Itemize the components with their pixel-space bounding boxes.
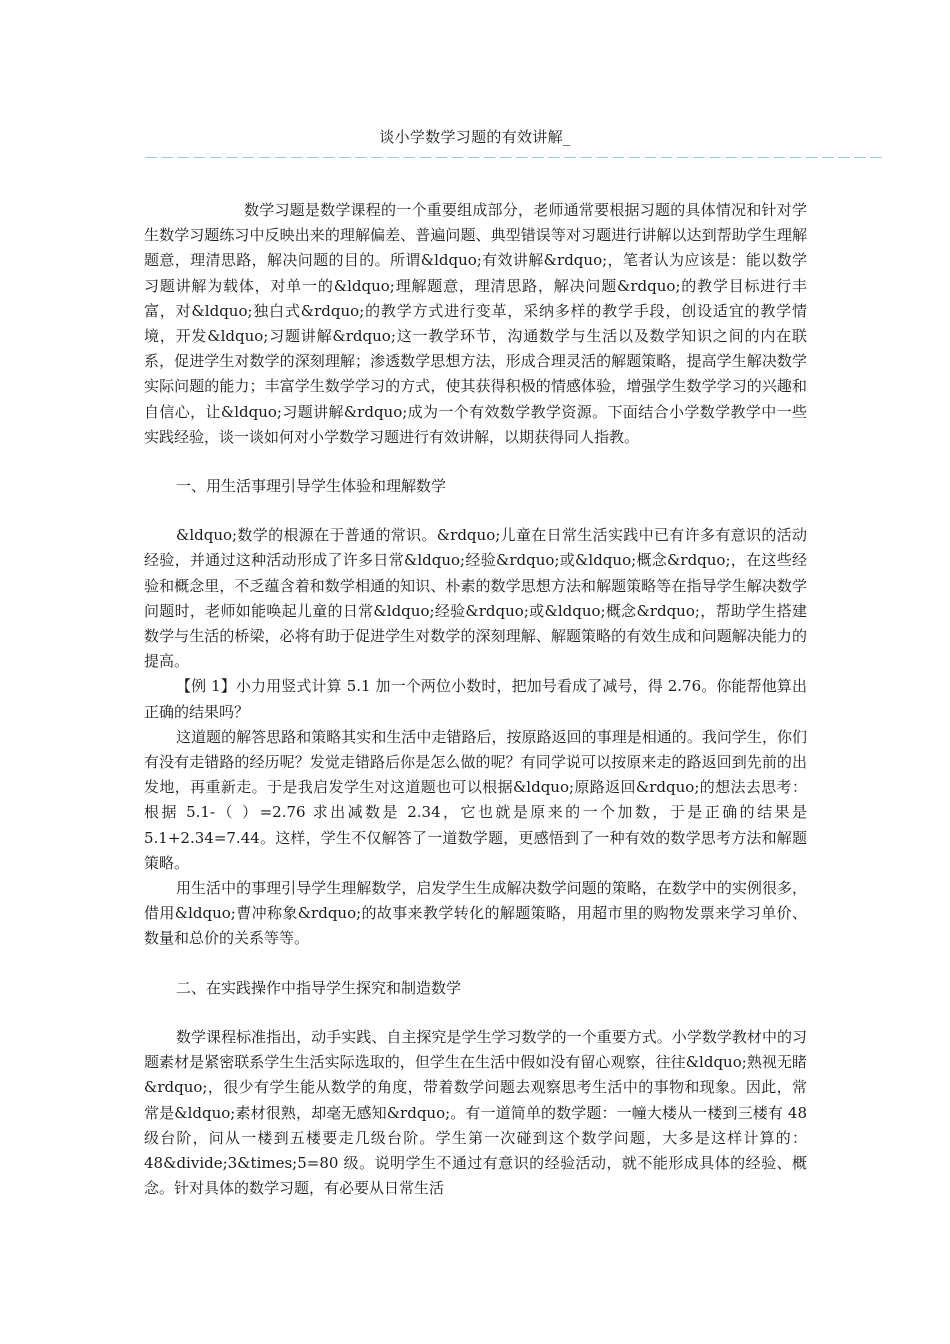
section1-paragraph-3: 用生活中的事理引导学生理解数学，启发学生生成解决数学问题的策略，在数学中的实例很多，借用&ldquo;曹冲称象&rdquo;的故事来教学转化的解题策略，用超市里的购物发票来学习单价、数量和总价的关系等等。 <box>144 879 807 948</box>
document-title: 谈小学数学习题的有效讲解_ <box>379 128 571 146</box>
title-divider: －－－－－－－－－－－－－－－－－－－－－－－－－－－－－－－－－－－－－－－－－－－－－－ <box>144 149 885 167</box>
section1-paragraph-1: &ldquo;数学的根源在于普通的常识。&rdquo;儿童在日常生活实践中已有许多有意识的活动经验，并通过这种活动形成了许多日常&ldquo;经验&rdquo;或&ldquo;概念&rdquo;，在这些经验和概念里，不乏蕴含着和数学相通的知识、朴素的数学思想方法和解题策略等在指导学生解决数学问题时，老师如能唤起儿童的日常&ldquo;经验&rdquo;或&ldquo;概念&rdquo;，帮助学生搭建数学与生活的桥梁，必将有助于促进学生对数学的深刻理解、解题策略的有效生成和问题解决能力的提高。 <box>144 526 807 671</box>
intro-paragraph: 数学习题是数学课程的一个重要组成部分，老师通常要根据习题的具体情况和针对学生数学习题练习中反映出来的理解偏差、普遍问题、典型错误等对习题进行讲解以达到帮助学生理解题意，理清思路，解决问题的目的。所谓&ldquo;有效讲解&rdquo;，笔者认为应该是：能以数学习题讲解为载体，对单一的&ldquo;理解题意，理清思路，解决问题&rdquo;的教学目标进行丰富，对&ldquo;独白式&rdquo;的教学方式进行变革，采纳多样的教学手段，创设适宜的教学情境，开发&ldquo;习题讲解&rdquo;这一教学环节，沟通数学与生活以及数学知识之间的内在联系，促进学生对数学的深刻理解；渗透数学思想方法，形成合理灵活的解题策略，提高学生解决数学实际问题的能力；丰富学生数学学习的方式，使其获得积极的情感体验，增强学生数学学习的兴趣和自信心，让&ldquo;习题讲解&rdquo;成为一个有效数学教学资源。下面结合小学数学教学中一些实践经验，谈一谈如何对小学数学习题进行有效讲解，以期获得同人指教。 <box>144 201 807 446</box>
section-heading-1: 一、用生活事理引导学生体验和理解数学 <box>176 477 447 496</box>
section-heading-2: 二、在实践操作中指导学生探究和制造数学 <box>176 978 462 997</box>
section1-paragraph-2: 这道题的解答思路和策略其实和生活中走错路后，按原路返回的事理是相通的。我问学生，你们有没有走错路的经历呢？发觉走错路后你是怎么做的呢？有同学说可以按原来走的路返回到先前的出发地，再重新走。于是我启发学生对这道题也可以根据&ldquo;原路返回&rdquo;的想法去思考：根据 5.1-（ ）=2.76 求出减数是 2.34，它也就是原来的一个加数，于是正确的结果是 5.1+2.34=7.44。这样，学生不仅解答了一道数学题，更感悟到了一种有效的数学思考方法和解题策略。 <box>144 727 807 872</box>
document-body <box>144 198 807 1201</box>
example-1: 【例 1】小力用竖式计算 5.1 加一个两位小数时，把加号看成了减号，得 2.76。你能帮他算出正确的结果吗？ <box>144 677 807 721</box>
section2-paragraph-1: 数学课程标准指出，动手实践、自主探究是学生学习数学的一个重要方式。小学数学教材中的习题素材是紧密联系学生生活实际选取的，但学生在生活中假如没有留心观察，往往&ldquo;熟视无睹&rdquo;，很少有学生能从数学的角度，带着数学问题去观察思考生活中的事物和现象。因此，常常是&ldquo;素材很熟，却毫无感知&rdquo;。有一道简单的数学题：一幢大楼从一楼到三楼有 48 级台阶，问从一楼到五楼要走几级台阶。学生第一次碰到这个数学问题，大多是这样计算的：48&divide;3&times;5=80 级。说明学生不通过有意识的经验活动，就不能形成具体的经验、概念。针对具体的数学习题，有必要从日常生活 <box>144 1027 807 1198</box>
